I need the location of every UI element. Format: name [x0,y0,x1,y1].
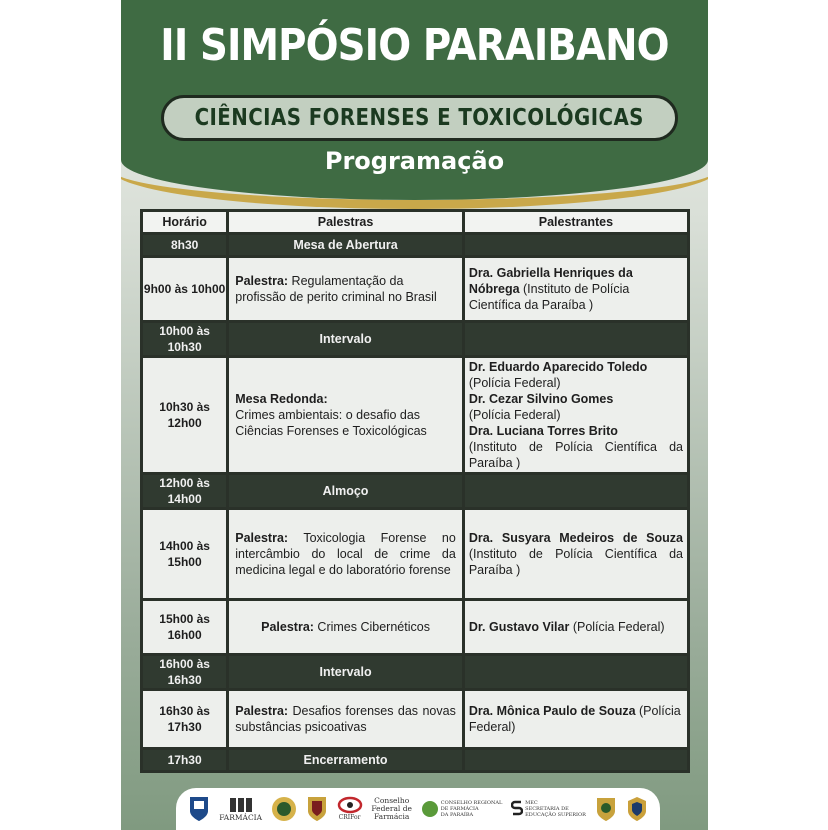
pharmacy-logo-text: FARMÁCIA [219,813,263,822]
talk-title: Regulamentação da profissão de perito criminal no Brasil [235,274,437,304]
talk-label: Palestra: [235,704,289,718]
table-row [143,510,687,598]
row-speaker-empty [465,235,687,255]
speaker-affiliation: (Polícia Federal) [468,704,681,734]
row-talk: Almoço [229,475,462,507]
speaker-affiliation: (Polícia Federal) [572,620,665,634]
row-time: 15h00 às 16h00 [143,601,226,653]
speaker-affiliation: (Instituto de Polícia Científica da Paraíba ) [468,547,683,577]
row-time: 10h30 às 12h00 [143,358,226,472]
speaker-affiliation: (Instituto de Polícia Científica da Paraíba ) [468,282,630,312]
event-title: II SIMPÓSIO PARAIBANO [160,20,669,71]
federal-police-badge-logo [626,795,648,823]
mec-logo: MEC SECRETARIA DE EDUCAÇÃO SUPERIOR [511,800,586,818]
speaker-affiliation: (Polícia Federal) [468,376,561,390]
row-time: 8h30 [143,235,226,255]
talk-title: Toxicologia Forense no intercâmbio do local de crime da medicina legal e do laboratório forense [235,531,456,577]
row-talk [229,510,462,598]
speaker-name: Dra. Mônica Paulo de Souza [468,704,636,718]
row-speaker-empty [465,750,687,770]
event-poster [121,0,708,830]
shield-crest-logo [306,795,328,823]
sponsor-logo-bar [176,788,660,830]
row-talk: Mesa de Abertura [229,235,462,255]
row-speaker [465,258,687,320]
row-speaker [465,601,687,653]
row-time: 16h00 às 16h30 [143,656,226,688]
column-header-speakers: Palestrantes [465,212,687,232]
column-header-time: Horário [143,212,226,232]
speaker-name: Dra. Luciana Torres Brito [468,424,618,438]
talk-title: Crimes Cibernéticos [317,620,430,634]
row-time: 14h00 às 15h00 [143,510,226,598]
row-talk [229,691,462,747]
table-row [143,601,687,653]
speaker-name: Dr. Eduardo Aparecido Toledo [468,360,648,374]
crf-pb-logo: CONSELHO REGIONAL DE FARMÁCIA DA PARAÍBA [421,800,503,818]
row-speaker [465,358,687,472]
talk-label: Mesa Redonda: [235,392,328,406]
table-row [143,235,687,255]
row-talk [229,601,462,653]
university-crest-logo [188,795,210,823]
table-row [143,475,687,507]
table-row [143,323,687,355]
crifor-logo [337,796,363,822]
table-row [143,358,687,472]
schedule-table [140,209,690,773]
row-speaker-empty [465,475,687,507]
row-speaker-empty [465,656,687,688]
crest-logo [271,795,297,823]
row-talk: Intervalo [229,323,462,355]
row-talk: Encerramento [229,750,462,770]
row-talk: Intervalo [229,656,462,688]
speaker-name: Dra. Susyara Medeiros de Souza [468,531,683,545]
row-speaker [465,510,687,598]
row-time: 9h00 às 10h00 [143,258,226,320]
speaker-name: Dra. Gabriella Henriques da Nóbrega [468,266,633,296]
table-row [143,656,687,688]
row-time: 12h00 às 14h00 [143,475,226,507]
crifor-logo-text: CRIFor [338,814,361,821]
speaker-name: Dr. Cezar Silvino Gomes [468,392,614,406]
speaker-affiliation: (Instituto de Polícia Científica da Paraíba ) [468,440,683,470]
cff-logo: Conselho Federal de Farmácia [371,796,412,821]
table-row [143,258,687,320]
table-header-row [143,212,687,232]
talk-label: Palestra: [261,620,314,634]
row-time: 17h30 [143,750,226,770]
row-talk [229,258,462,320]
speaker-affiliation: (Polícia Federal) [468,408,561,422]
talk-title: Desafios forenses das novas substâncias psicoativas [235,704,456,734]
row-speaker-empty [465,323,687,355]
speaker-name: Dr. Gustavo Vilar [468,620,570,634]
event-subtitle: CIÊNCIAS FORENSES E TOXICOLÓGICAS [194,105,645,131]
section-title: Programação [324,147,505,175]
row-time: 16h30 às 17h30 [143,691,226,747]
event-subtitle-pill [161,95,678,141]
row-speaker [465,691,687,747]
table-row [143,750,687,770]
talk-title: Crimes ambientais: o desafio das Ciências Forenses e Toxicológicas [235,408,427,438]
row-time: 10h00 às 10h30 [143,323,226,355]
row-talk [229,358,462,472]
column-header-talks: Palestras [229,212,462,232]
talk-label: Palestra: [235,274,289,288]
police-badge-logo [595,795,617,823]
pharmacy-logo [219,796,262,822]
talk-label: Palestra: [235,531,289,545]
table-row [143,691,687,747]
